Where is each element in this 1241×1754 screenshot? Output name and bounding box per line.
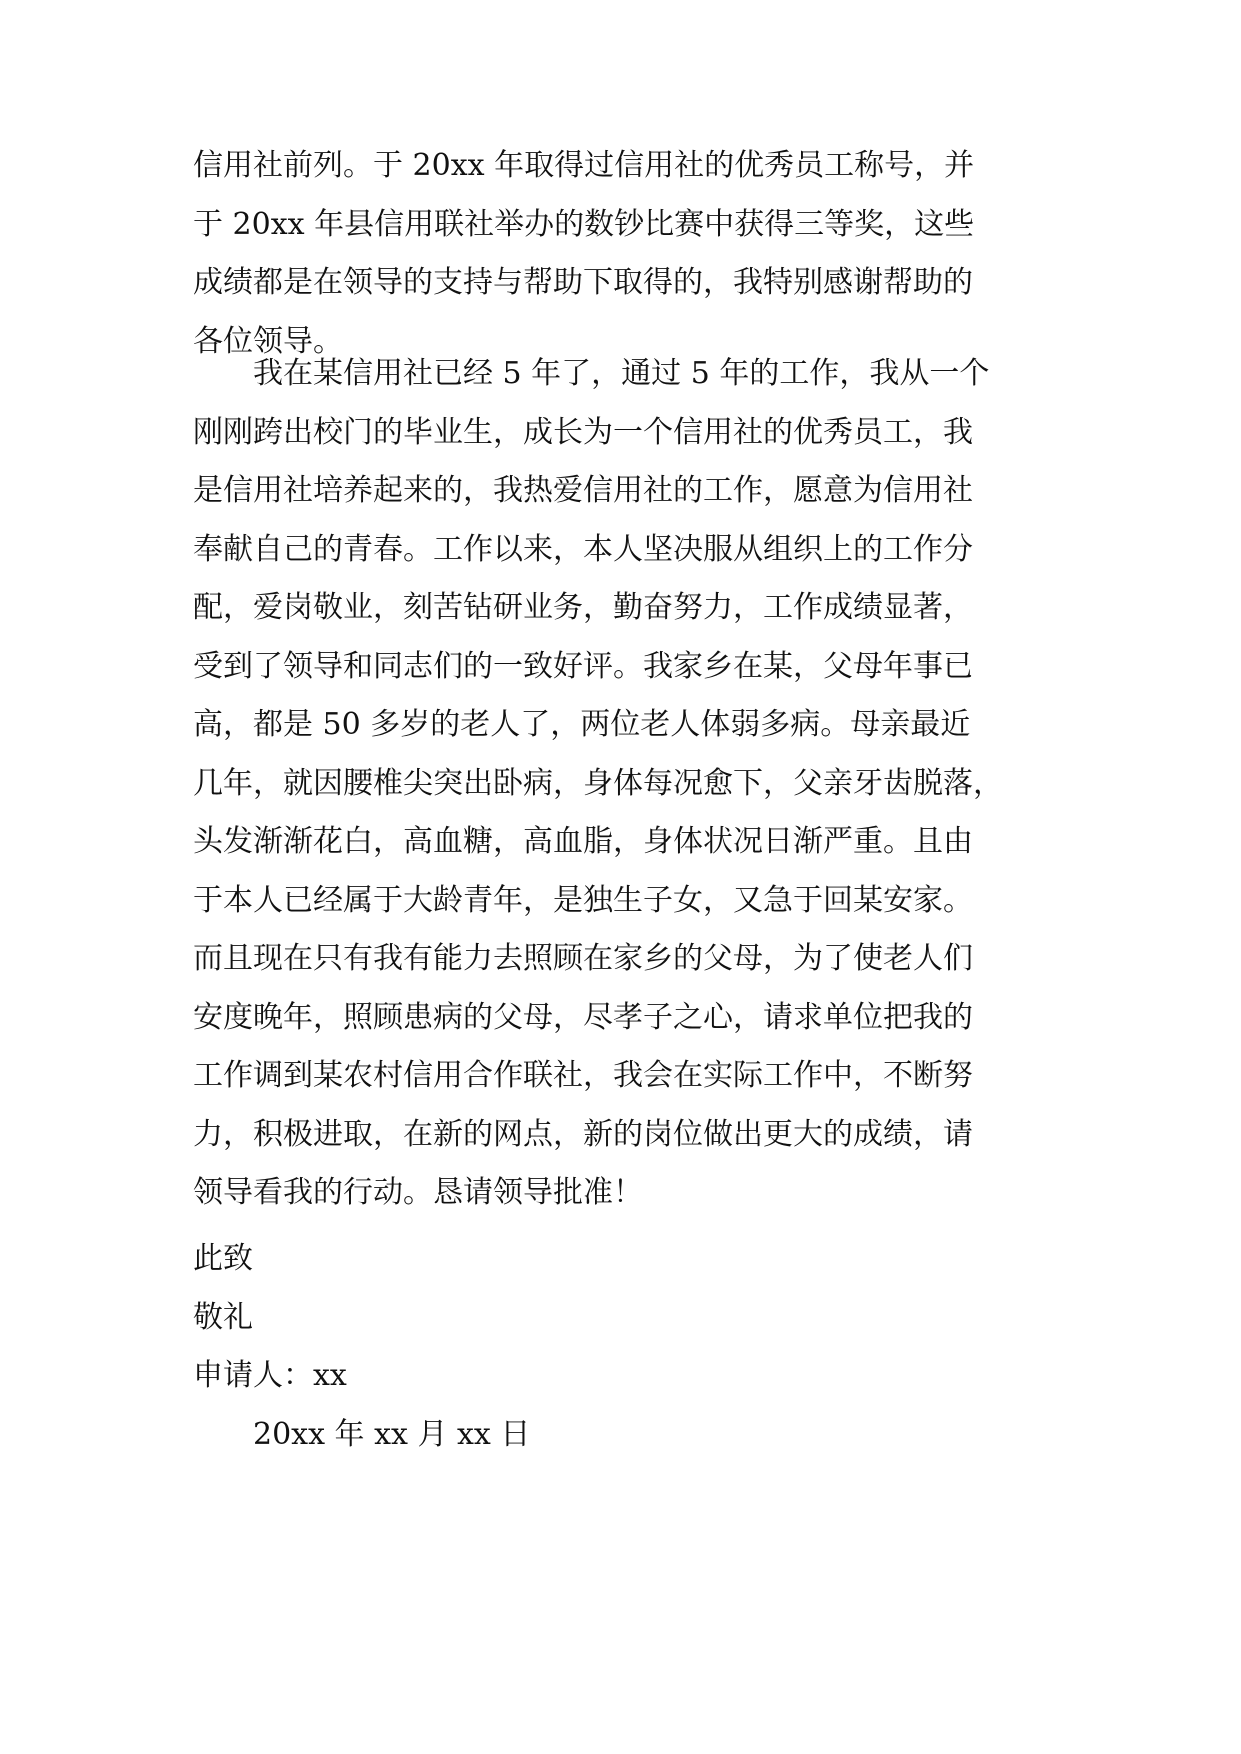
letter-closing: [193, 1230, 1053, 1464]
text-line: 于本人已经属于大龄青年，是独生子女，又急于回某安家。: [193, 882, 973, 918]
salutation: 此致: [193, 1241, 253, 1276]
text-line: 信用社前列。于 20xx 年取得过信用社的优秀员工称号，并: [193, 148, 975, 183]
text-line: 而且现在只有我有能力去照顾在家乡的父母，为了使老人们: [193, 941, 973, 976]
text-line: 各位领导。: [193, 323, 343, 359]
text-line: 安度晚年，照顾患病的父母，尽孝子之心，请求单位把我的: [193, 999, 973, 1035]
text-line: 于 20xx 年县信用联社举办的数钞比赛中获得三等奖，这些: [193, 206, 975, 242]
regards: 敬礼: [193, 1299, 253, 1335]
text-line: 奉献自己的青春。工作以来，本人坚决服从组织上的工作分: [193, 531, 973, 567]
text-line: 工作调到某农村信用合作联社，我会在实际工作中，不断努: [193, 1058, 973, 1093]
text-line: 力，积极进取，在新的网点，新的岗位做出更大的成绩，请: [193, 1116, 973, 1152]
paragraph-transfer-request: [193, 345, 1053, 1223]
text-line: 我在某信用社已经 5 年了，通过 5 年的工作，我从一个: [193, 356, 990, 391]
text-line: 刚刚跨出校门的毕业生，成长为一个信用社的优秀员工，我: [193, 414, 973, 450]
text-line: 成绩都是在领导的支持与帮助下取得的，我特别感谢帮助的: [193, 265, 973, 300]
paragraph-awards: [193, 137, 1053, 371]
text-line: 是信用社培养起来的，我热爱信用社的工作，愿意为信用社: [193, 473, 973, 508]
applicant-signature: 申请人：xx: [193, 1358, 347, 1393]
letter-date: 20xx 年 xx 月 xx 日: [193, 1416, 531, 1452]
text-line: 几年，就因腰椎尖突出卧病，身体每况愈下，父亲牙齿脱落，: [193, 765, 1003, 801]
text-line: 受到了领导和同志们的一致好评。我家乡在某，父母年事已: [193, 648, 973, 684]
text-line: 领导看我的行动。恳请领导批准！: [193, 1175, 643, 1210]
text-line: 高，都是 50 多岁的老人了，两位老人体弱多病。母亲最近: [193, 707, 971, 742]
text-line: 头发渐渐花白，高血糖，高血脂，身体状况日渐严重。且由: [193, 824, 973, 859]
text-line: 配，爱岗敬业，刻苦钻研业务，勤奋努力，工作成绩显著，: [193, 590, 973, 625]
